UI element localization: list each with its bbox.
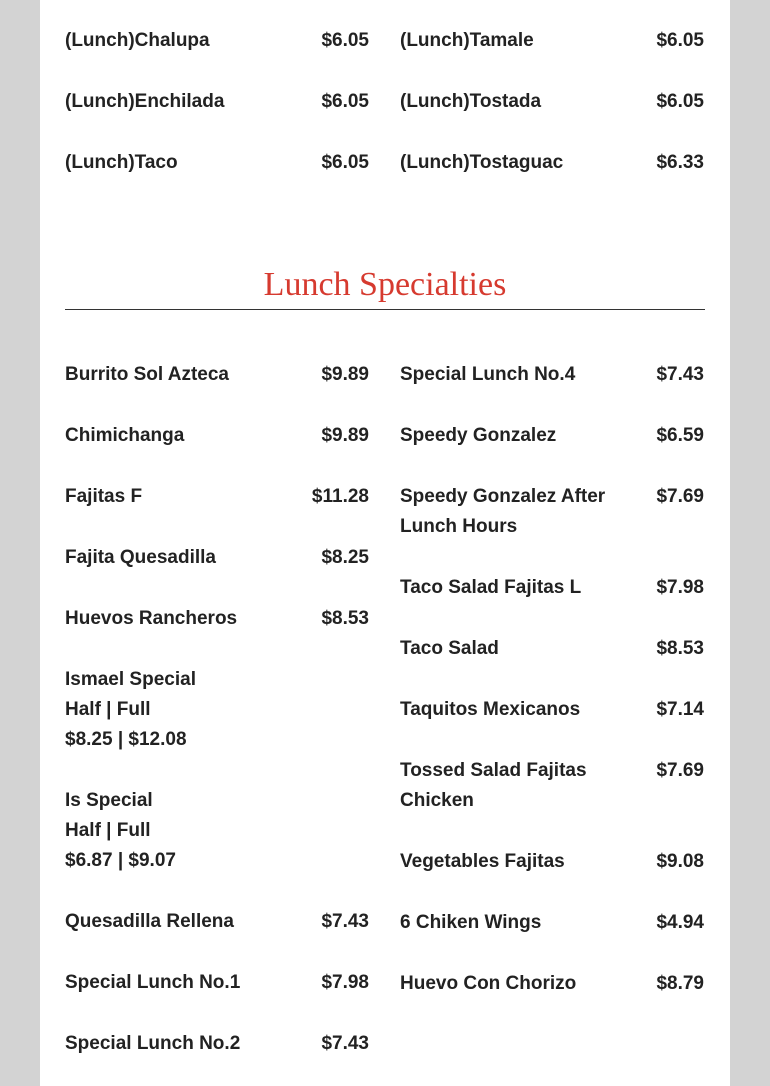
section-title: Lunch Specialties [263, 266, 507, 303]
menu-item-name: Speedy Gonzalez [400, 425, 557, 446]
menu-item-price: $6.59 [656, 425, 704, 446]
menu-item-price: $6.05 [321, 91, 369, 112]
menu-item-name: (Lunch)Enchilada [65, 91, 225, 112]
menu-item-price: $7.43 [321, 911, 369, 932]
menu-item-name: Speedy Gonzalez After Lunch Hours [400, 486, 606, 537]
menu-item-price: $6.87 | $9.07 [65, 850, 176, 871]
menu-item-price: $6.05 [321, 30, 369, 51]
menu-item-name: Fajita Quesadilla [65, 547, 216, 568]
menu-item-name: 6 Chiken Wings [400, 912, 542, 933]
menu-item-price: $8.53 [656, 638, 704, 659]
menu-item-portion: Half | Full [65, 820, 151, 841]
menu-item-name: Huevo Con Chorizo [400, 973, 577, 994]
menu-item-name: (Lunch)Tostada [400, 91, 542, 112]
menu-item-price: $7.98 [656, 577, 704, 598]
menu-item-price: $9.89 [321, 425, 369, 446]
menu-item-name: Is Special [65, 790, 153, 811]
menu-item-name: Chimichanga [65, 425, 185, 446]
menu-item-name: Special Lunch No.2 [65, 1033, 241, 1054]
menu-item-price: $7.14 [656, 699, 704, 720]
menu-item-name: Ismael Special [65, 669, 196, 690]
menu-item-name: Taco Salad [400, 638, 499, 659]
menu-item-price: $8.79 [656, 973, 704, 994]
menu-item-price: $6.05 [656, 30, 704, 51]
menu-item-price: $8.25 | $12.08 [65, 729, 187, 750]
menu-item-name: (Lunch)Chalupa [65, 30, 210, 51]
menu-item-name: (Lunch)Tamale [400, 30, 534, 51]
menu-item-price: $7.69 [656, 486, 704, 507]
menu-item-name: Burrito Sol Azteca [65, 364, 229, 385]
menu-item-price: $9.89 [321, 364, 369, 385]
menu-item-price: $6.33 [656, 152, 704, 173]
menu-item-price: $6.05 [656, 91, 704, 112]
menu-item-price: $7.43 [321, 1033, 369, 1054]
menu-item-name: Quesadilla Rellena [65, 911, 234, 932]
menu-item-name: Vegetables Fajitas [400, 851, 565, 872]
menu-item-name: Special Lunch No.4 [400, 364, 576, 385]
menu-item-price: $7.43 [656, 364, 704, 385]
menu-item-name: Huevos Rancheros [65, 608, 238, 629]
menu-item-price: $8.53 [321, 608, 369, 629]
menu-item-price: $6.05 [321, 152, 369, 173]
menu-item-price: $7.69 [656, 760, 704, 781]
menu-item-price: $4.94 [656, 912, 704, 933]
menu-item-name: Special Lunch No.1 [65, 972, 241, 993]
menu-item-name: Fajitas F [65, 486, 143, 507]
menu-item-price: $9.08 [656, 851, 704, 872]
menu-item-name: Taquitos Mexicanos [400, 699, 581, 720]
menu-page [40, 0, 730, 1086]
menu-item-name: (Lunch)Tostaguac [400, 152, 564, 173]
menu-item-price: $11.28 [311, 486, 369, 507]
menu-item-name: Taco Salad Fajitas L [400, 577, 582, 598]
section-divider [65, 309, 705, 310]
menu-item-name: Tossed Salad Fajitas Chicken [400, 760, 587, 811]
menu-item-portion: Half | Full [65, 699, 151, 720]
menu-item-price: $8.25 [321, 547, 369, 568]
menu-item-name: (Lunch)Taco [65, 152, 178, 173]
menu-item-price: $7.98 [321, 972, 369, 993]
